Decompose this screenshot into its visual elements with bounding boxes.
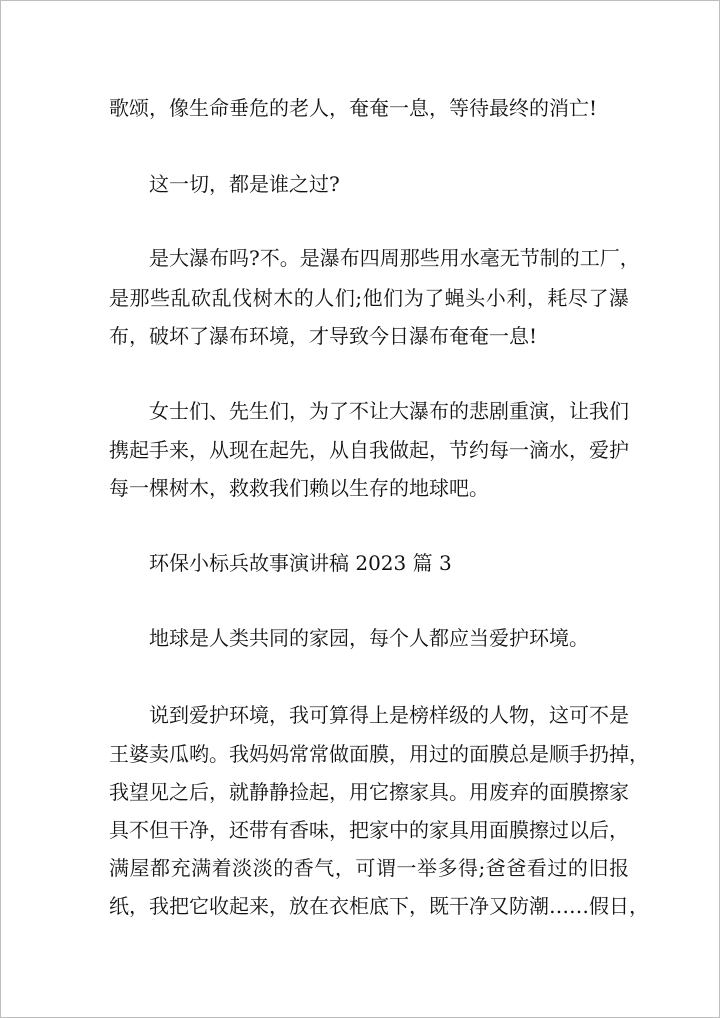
- paragraph-line: 每一棵树木，救救我们赖以生存的地球吧。: [109, 476, 489, 500]
- paragraph-line: 纸，我把它收起来，放在衣柜底下，既干净又防潮……假日，: [109, 894, 649, 918]
- paragraph-line: 布，破坏了瀑布环境，才导致今日瀑布奄奄一息!: [109, 324, 538, 348]
- paragraph-line: 女士们、先生们，为了不让大瀑布的悲剧重演，让我们: [149, 399, 629, 423]
- paragraph-line: 歌颂，像生命垂危的老人，奄奄一息，等待最终的消亡!: [109, 96, 598, 120]
- paragraph-line: 这一切，都是谁之过?: [149, 172, 340, 196]
- paragraph-line: 王婆卖瓜哟。我妈妈常常做面膜，用过的面膜总是顺手扔掉，: [109, 742, 649, 766]
- paragraph-line: 满屋都充满着淡淡的香气，可谓一举多得;爸爸看过的旧报: [109, 856, 629, 880]
- paragraph-line: 说到爱护环境，我可算得上是榜样级的人物，这可不是: [149, 703, 629, 727]
- section-heading: 环保小标兵故事演讲稿 2023 篇 3: [149, 551, 452, 575]
- paragraph-line: 地球是人类共同的家园，每个人都应当爱护环境。: [149, 626, 589, 650]
- paragraph-line: 是大瀑布吗?不。是瀑布四周那些用水毫无节制的工厂，: [149, 246, 640, 270]
- paragraph-line: 携起手来，从现在起先，从自我做起，节约每一滴水，爱护: [109, 438, 629, 462]
- paragraph-line: 具不但干净，还带有香味，把家中的家具用面膜擦过以后，: [109, 818, 629, 842]
- paragraph-line: 是那些乱砍乱伐树木的人们;他们为了蝇头小利，耗尽了瀑: [109, 286, 629, 310]
- paragraph-line: 我望见之后，就静静捡起，用它擦家具。用废弃的面膜擦家: [109, 780, 629, 804]
